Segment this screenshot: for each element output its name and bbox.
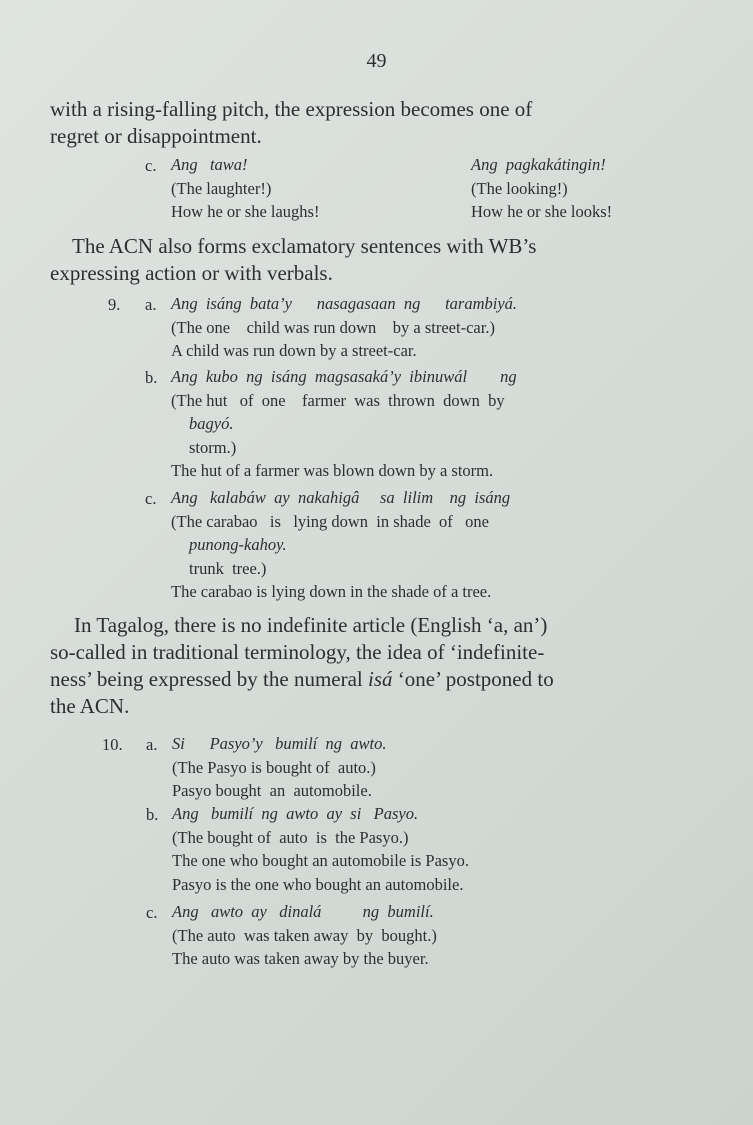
translation-text: A child was run down by a street-car.	[171, 341, 417, 360]
tagalog-text: Ang kalabáw ay nakahigâ sa lilim ng isáng	[171, 488, 511, 507]
text-span: ‘one’ postponed to	[392, 667, 554, 691]
example-letter: c.	[146, 903, 158, 922]
tagalog-text: Ang bumilí ng awto ay si Pasyo.	[172, 804, 419, 823]
gloss-text: (The carabao is lying down in shade of one	[171, 511, 489, 531]
italic-term: isá	[368, 667, 393, 691]
translation-text: Pasyo is the one who bought an automobile.	[172, 874, 464, 894]
gloss-text: (The hut of one farmer was thrown down by	[171, 390, 505, 410]
example-letter: a.	[146, 735, 158, 754]
tagalog-text: Si Pasyo’y bumilí ng awto.	[172, 734, 387, 753]
tagalog-text: Ang isáng bata’y nasagasaan ng tarambiyá.	[171, 294, 518, 313]
translation-text: How he or she laughs!	[171, 202, 320, 221]
translation-text: Pasyo bought an automobile.	[172, 781, 372, 800]
example-number: 9.	[108, 295, 121, 314]
paragraph-1	[50, 96, 532, 150]
gloss-text: trunk tree.)	[189, 558, 267, 578]
example-number: 10.	[102, 735, 123, 754]
translation-text: The one who bought an automobile is Pasyo.	[172, 851, 469, 870]
example-letter: c.	[145, 489, 157, 508]
paragraph-line: expressing action or with verbals.	[50, 261, 333, 285]
translation-text: How he or she looks!	[471, 202, 613, 221]
paragraph-line: so-called in traditional terminology, the idea of ‘indefinite-	[50, 640, 545, 664]
example-letter: b.	[146, 805, 159, 824]
tagalog-text: punong-kahoy.	[189, 535, 287, 554]
translation-text: The carabao is lying down in the shade of a tree.	[171, 582, 492, 601]
example-9c	[171, 486, 510, 604]
gloss-text: (The bought of auto is the Pasyo.)	[172, 827, 409, 847]
paragraph-line: regret or disappointment.	[50, 124, 262, 148]
paragraph-line: with a rising-falling pitch, the expression becomes one of	[50, 97, 533, 121]
example-9b	[171, 365, 517, 483]
example-10a	[172, 732, 386, 803]
example-left-column	[171, 153, 319, 224]
example-letter: c.	[145, 156, 157, 175]
tagalog-text: bagyó.	[189, 414, 234, 433]
translation-text: The auto was taken away by the buyer.	[172, 949, 429, 968]
paragraph-line	[50, 666, 554, 693]
tagalog-text: Ang awto ay dinalá ng bumilí.	[172, 902, 434, 921]
paragraph-line: In Tagalog, there is no indefinite article (English ‘a, an’)	[74, 613, 548, 637]
example-9a	[171, 292, 517, 363]
paragraph-line: the ACN.	[50, 694, 130, 718]
example-10c	[172, 900, 437, 971]
gloss-text: (The one child was run down by a street-car.)	[171, 317, 495, 337]
tagalog-text: Ang pagkakátingin!	[471, 155, 606, 174]
example-letter: b.	[145, 368, 158, 387]
page-number: 49	[366, 50, 387, 72]
tagalog-text: Ang kubo ng isáng magsasaká’y ibinuwál ng	[171, 367, 517, 386]
gloss-text: (The Pasyo is bought of auto.)	[172, 757, 376, 777]
paragraph-3	[50, 612, 554, 720]
gloss-text: (The laughter!)	[171, 178, 272, 198]
paragraph-2	[50, 233, 537, 287]
gloss-text: storm.)	[189, 437, 237, 457]
example-letter: a.	[145, 295, 157, 314]
paragraph-line: The ACN also forms exclamatory sentences with WB’s	[72, 234, 537, 258]
gloss-text: (The auto was taken away by bought.)	[172, 925, 437, 945]
gloss-text: (The looking!)	[471, 178, 568, 198]
tagalog-text: Ang tawa!	[171, 155, 248, 174]
example-10b	[172, 802, 469, 896]
example-right-column	[471, 153, 612, 224]
text-span: ness’ being expressed by the numeral	[50, 667, 369, 691]
translation-text: The hut of a farmer was blown down by a storm.	[171, 461, 494, 480]
